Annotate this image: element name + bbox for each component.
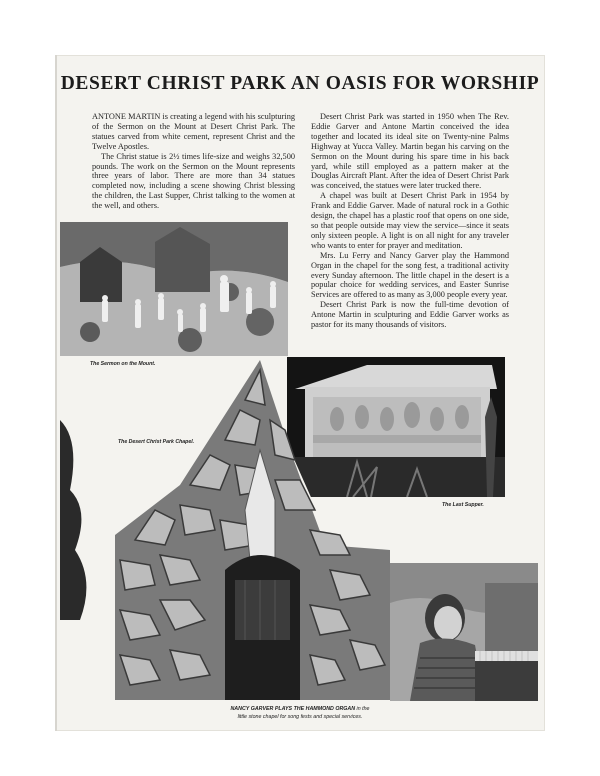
sermon-on-the-mount-photo [60,222,288,356]
paragraph: Mrs. Lu Ferry and Nancy Garver play the Hammond Organ in the chapel for the song fest, a traditional activity every Sunday afternoon. The little chapel in the desert is a popular choice for wedding services, and Easter Sunrise Services are offered to as many as 3,000 people every year. [311,250,509,300]
caption-last-supper: The Last Supper. [442,502,484,508]
paragraph: The Christ statue is 2½ times life-size and weighs 32,500 pounds. The work on the Sermon on the Mount represents three years of labor. There are more than 34 statues completed now, including a scene showing Christ blessing the children, the Last Supper, Christ talking to the women at the well, and others. [92,151,295,211]
page-edge [55,55,57,731]
paragraph: ANTONE MARTIN is creating a legend with his sculpturing of the Sermon on the Mount at Desert Christ Park. The statues carved from white cement, represent Christ and the Twelve Apostles. [92,112,295,151]
caption-organ-rest: in the [355,706,370,712]
caption-organ-bold: NANCY GARVER PLAYS THE HAMMOND ORGAN [230,706,356,712]
caption-organ-line2: little stone chapel for song fests and special services. [237,713,363,720]
caption-organ [130,706,470,721]
left-text-column [92,112,295,211]
paragraph: A chapel was built at Desert Christ Park in 1954 by Frank and Eddie Garver. Made of natural rock in a Gothic design, the chapel has a plastic roof that opens on one side, so that people outside may view the service—since it seats only sixteen people. A light is on all night for any traveler who wants to enter for prayer and meditation. [311,191,509,250]
chapel-photo [60,360,390,700]
caption-sermon: The Sermon on the Mount. [90,361,156,367]
right-text-column [311,112,509,330]
caption-chapel: The Desert Christ Park Chapel. [118,439,195,445]
paragraph: Desert Christ Park was started in 1950 when The Rev. Eddie Garver and Antone Martin conceived the idea together and located its ideal site on Twenty-nine Palms Highway at Yucca Valley. Martin began his carving on the Sermon on the Mount during his spare time in his back yard, while still employed as a pattern maker at the Douglas Aircraft Plant. After the idea of Desert Christ Park was conceived, the statues were later trucked there. [311,112,509,191]
paragraph: Desert Christ Park is now the full-time devotion of Antone Martin in sculpturing and Eddie Garver works as pastor for its many thousands of visitors. [311,300,509,330]
organ-player-photo [390,563,538,701]
article-title: DESERT CHRIST PARK AN OASIS FOR WORSHIP [60,73,540,94]
